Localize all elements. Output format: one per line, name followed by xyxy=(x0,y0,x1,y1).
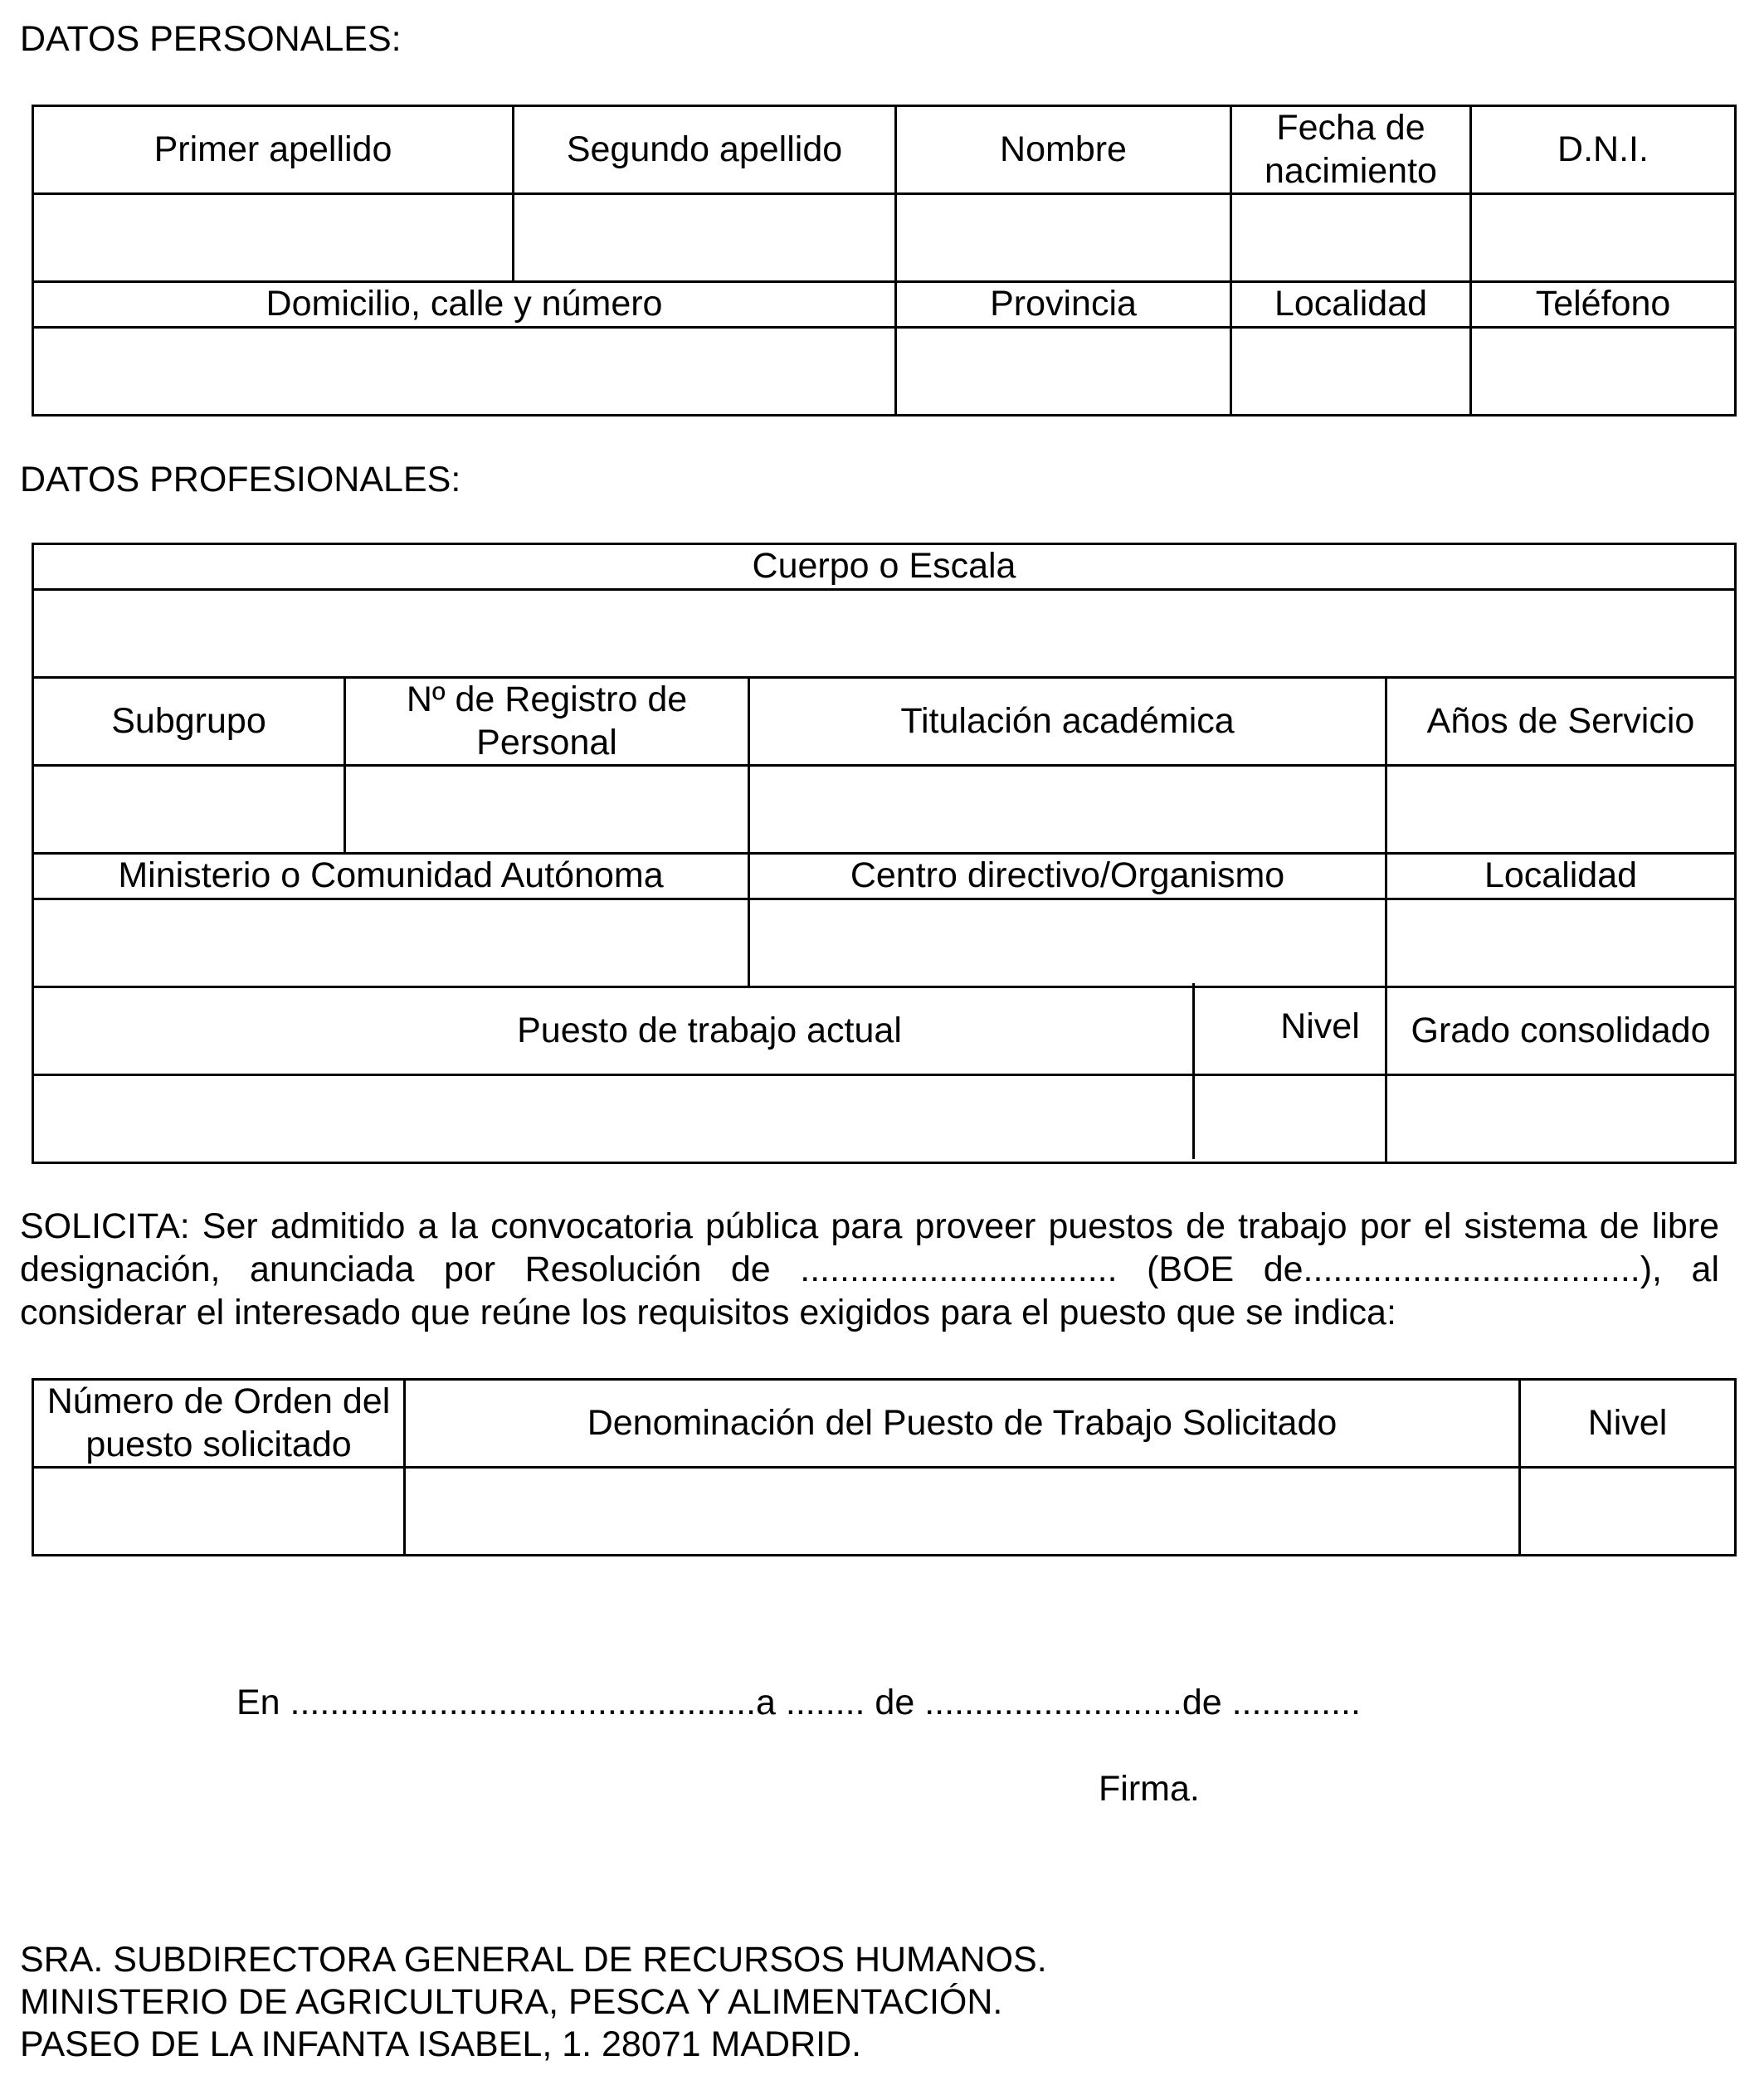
header-nombre: Nombre xyxy=(897,107,1232,195)
input-denominacion-puesto[interactable] xyxy=(406,1469,1521,1556)
header-provincia: Provincia xyxy=(897,283,1232,329)
address-line-3: PASEO DE LA INFANTA ISABEL, 1. 28071 MADRID. xyxy=(20,2024,862,2064)
header-titulacion: Titulación académica xyxy=(750,679,1387,767)
input-localidad[interactable] xyxy=(1232,329,1472,416)
input-subgrupo[interactable] xyxy=(34,767,346,855)
header-subgrupo: Subgrupo xyxy=(34,679,346,767)
professional-data-table xyxy=(32,543,1737,1164)
input-titulacion[interactable] xyxy=(750,767,1387,855)
header-localidad-prof: Localidad xyxy=(1387,855,1737,900)
input-numero-orden[interactable] xyxy=(34,1469,406,1556)
input-centro-directivo[interactable] xyxy=(750,900,1387,988)
personal-data-table xyxy=(32,105,1737,416)
input-dni[interactable] xyxy=(1472,195,1737,283)
address-line-2: MINISTERIO DE AGRICULTURA, PESCA Y ALIMENTACIÓN. xyxy=(20,1982,1003,2022)
input-ministerio[interactable] xyxy=(34,900,750,988)
header-registro-personal: Nº de Registro de Personal xyxy=(346,679,750,767)
input-telefono[interactable] xyxy=(1472,329,1737,416)
header-anos-servicio: Años de Servicio xyxy=(1387,679,1737,767)
solicita-paragraph: SOLICITA: Ser admitido a la convocatoria pública para proveer puestos de trabajo por el sistema de libre designación, anunciada por Resolución de ................................ (BOE de..................................), al considerar el interesado que reúne los requisitos exigidos para el puesto que se indica: xyxy=(20,1206,1719,1332)
professional-data-heading: DATOS PROFESIONALES: xyxy=(20,460,461,499)
header-domicilio: Domicilio, calle y número xyxy=(34,283,897,329)
input-localidad-prof[interactable] xyxy=(1387,900,1737,988)
header-localidad: Localidad xyxy=(1232,283,1472,329)
header-puesto-actual: Puesto de trabajo actual xyxy=(34,988,1387,1076)
personal-data-heading: DATOS PERSONALES: xyxy=(20,19,402,59)
header-denominacion-puesto: Denominación del Puesto de Trabajo Solicitado xyxy=(406,1381,1521,1469)
header-nivel: Nivel xyxy=(1280,1006,1360,1047)
puesto-solicitado-table xyxy=(32,1378,1737,1556)
input-fecha-nacimiento[interactable] xyxy=(1232,195,1472,283)
input-nombre[interactable] xyxy=(897,195,1232,283)
input-nivel-solicitado[interactable] xyxy=(1521,1469,1737,1556)
signature-label: Firma. xyxy=(1099,1769,1200,1809)
input-domicilio[interactable] xyxy=(34,329,897,416)
header-fecha-nacimiento: Fecha de nacimiento xyxy=(1232,107,1472,195)
input-anos-servicio[interactable] xyxy=(1387,767,1737,855)
input-primer-apellido[interactable] xyxy=(34,195,514,283)
header-primer-apellido: Primer apellido xyxy=(34,107,514,195)
header-ministerio: Ministerio o Comunidad Autónoma xyxy=(34,855,750,900)
input-registro-personal[interactable] xyxy=(346,767,750,855)
input-nivel[interactable] xyxy=(1195,1074,1445,1159)
header-nivel-solicitado: Nivel xyxy=(1521,1381,1737,1469)
input-cuerpo-escala[interactable] xyxy=(34,591,1737,679)
address-line-1: SRA. SUBDIRECTORA GENERAL DE RECURSOS HUMANOS. xyxy=(20,1940,1047,1980)
header-dni: D.N.I. xyxy=(1472,107,1737,195)
date-line: En ...............................................a ........ de ..........................de ............. xyxy=(236,1683,1361,1722)
header-centro-directivo: Centro directivo/Organismo xyxy=(750,855,1387,900)
header-segundo-apellido: Segundo apellido xyxy=(514,107,897,195)
header-numero-orden: Número de Orden del puesto solicitado xyxy=(34,1381,406,1469)
header-cuerpo-escala: Cuerpo o Escala xyxy=(34,545,1737,591)
input-puesto-actual[interactable] xyxy=(34,1076,1387,1164)
header-telefono: Teléfono xyxy=(1472,283,1737,329)
input-provincia[interactable] xyxy=(897,329,1232,416)
header-grado-consolidado: Grado consolidado xyxy=(1387,988,1737,1076)
input-segundo-apellido[interactable] xyxy=(514,195,897,283)
